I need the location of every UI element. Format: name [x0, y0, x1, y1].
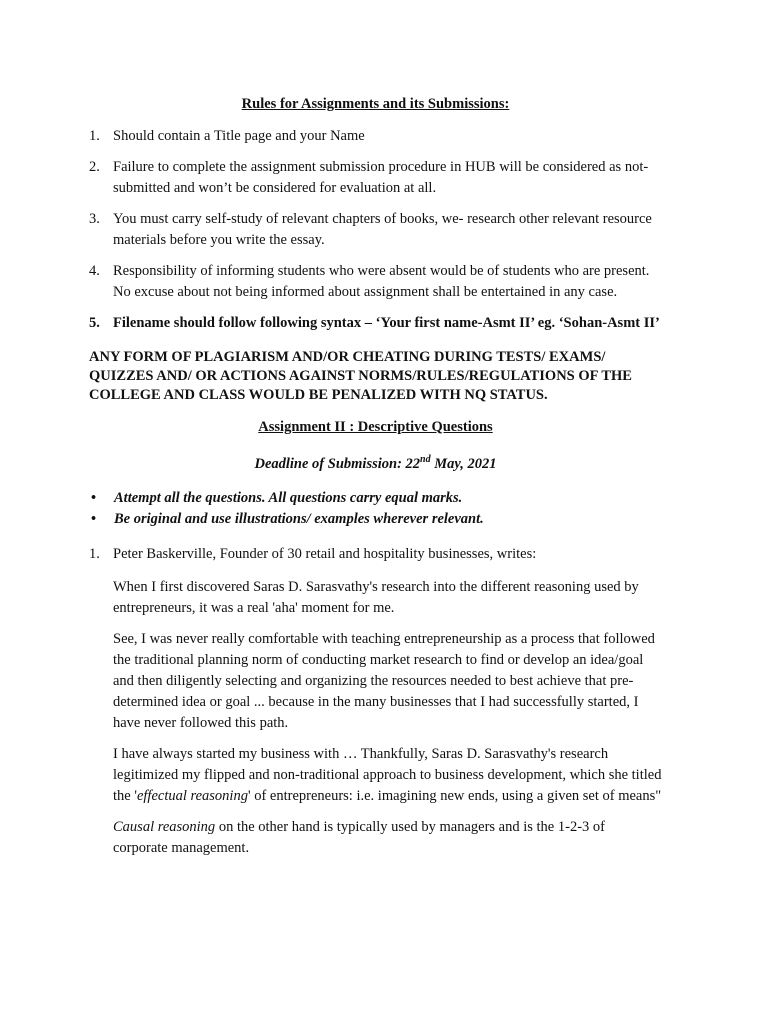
plagiarism-warning: ANY FORM OF PLAGIARISM AND/OR CHEATING DURING TESTS/ EXAMS/ QUIZZES AND/ OR ACTIONS AGAINST NORMS/RULES/REGULATIONS OF THE COLLEGE AND CLASS WOULD BE PENALIZED WITH NQ STATUS.: [89, 349, 632, 403]
instructions-list: [89, 488, 662, 530]
causal-reasoning-term: Causal reasoning: [113, 818, 216, 835]
rules-title: Rules for Assignments and its Submissions:: [241, 96, 510, 112]
instruction-text: Be original and use illustrations/ examples wherever relevant.: [114, 510, 484, 527]
rule-text: Failure to complete the assignment submission procedure in HUB will be considered as not-submitted and won’t be considered for evaluation at all.: [113, 159, 649, 196]
quote-paragraph-2: See, I was never really comfortable with teaching entrepreneurship as a process that followed the traditional planning norm of conducting market research to find or develop an idea/goal and then diligently selecting and organizing the resources needed to best achieve that pre-determined idea or goal ... because in the many businesses that I had successfully started, I have never followed this path.: [113, 630, 655, 731]
rule-text: Filename should follow following syntax – ‘Your first name-Asmt II’ eg. ‘Sohan-Asmt II’: [113, 315, 660, 331]
bullet-icon: •: [91, 489, 97, 506]
rule-text: Should contain a Title page and your Name: [113, 128, 365, 144]
rule-number: 2.: [89, 159, 100, 175]
quote-paragraph-4: [113, 817, 662, 859]
instruction-item: [89, 488, 662, 509]
quote-paragraph-3-start: I have always started my business with … Thankfully, Saras D. Sarasvathy's research legitimized my flipped and non-traditional approach to business development, which she titled the ': [113, 745, 662, 804]
question-text: Peter Baskerville, Founder of 30 retail and hospitality businesses, writes:: [113, 545, 537, 562]
rule-item-5: [89, 313, 662, 334]
rule-text: You must carry self-study of relevant chapters of books, we- research other relevant resource materials before you write the essay.: [113, 211, 652, 248]
deadline-prefix: Deadline of Submission: 22: [254, 455, 421, 472]
rule-item-1: [89, 126, 662, 147]
quote-paragraph-3-end: ' of entrepreneurs: i.e. imagining new ends, using a given set of means": [247, 787, 662, 804]
deadline: [89, 450, 662, 474]
quote-paragraph-4-end: on the other hand is typically used by managers and is the 1-2-3 of corporate management.: [113, 818, 605, 856]
assignment-title: Assignment II : Descriptive Questions: [258, 419, 493, 435]
question-1: [89, 544, 662, 565]
rule-number: 5.: [89, 315, 100, 331]
deadline-ordinal: nd: [420, 454, 431, 465]
deadline-suffix: May, 2021: [430, 455, 497, 472]
rule-number: 3.: [89, 211, 100, 227]
rule-text: Responsibility of informing students who were absent would be of students who are present. No excuse about not being informed about assignment shall be entertained in any case.: [113, 263, 650, 300]
rule-item-2: [89, 157, 662, 199]
instruction-text: Attempt all the questions. All questions carry equal marks.: [114, 489, 463, 506]
instruction-item: [89, 509, 662, 530]
effectual-reasoning-term: effectual reasoning: [136, 787, 248, 804]
question-number: 1.: [89, 545, 100, 562]
rule-item-4: [89, 261, 662, 303]
quote-paragraph-1: When I first discovered Saras D. Sarasvathy's research into the different reasoning used by entrepreneurs, it was a real 'aha' moment for me.: [113, 578, 639, 616]
rule-number: 1.: [89, 128, 100, 144]
rule-number: 4.: [89, 263, 100, 279]
rule-item-3: [89, 209, 662, 251]
quote-paragraph-3: [113, 744, 662, 807]
bullet-icon: •: [91, 510, 97, 527]
